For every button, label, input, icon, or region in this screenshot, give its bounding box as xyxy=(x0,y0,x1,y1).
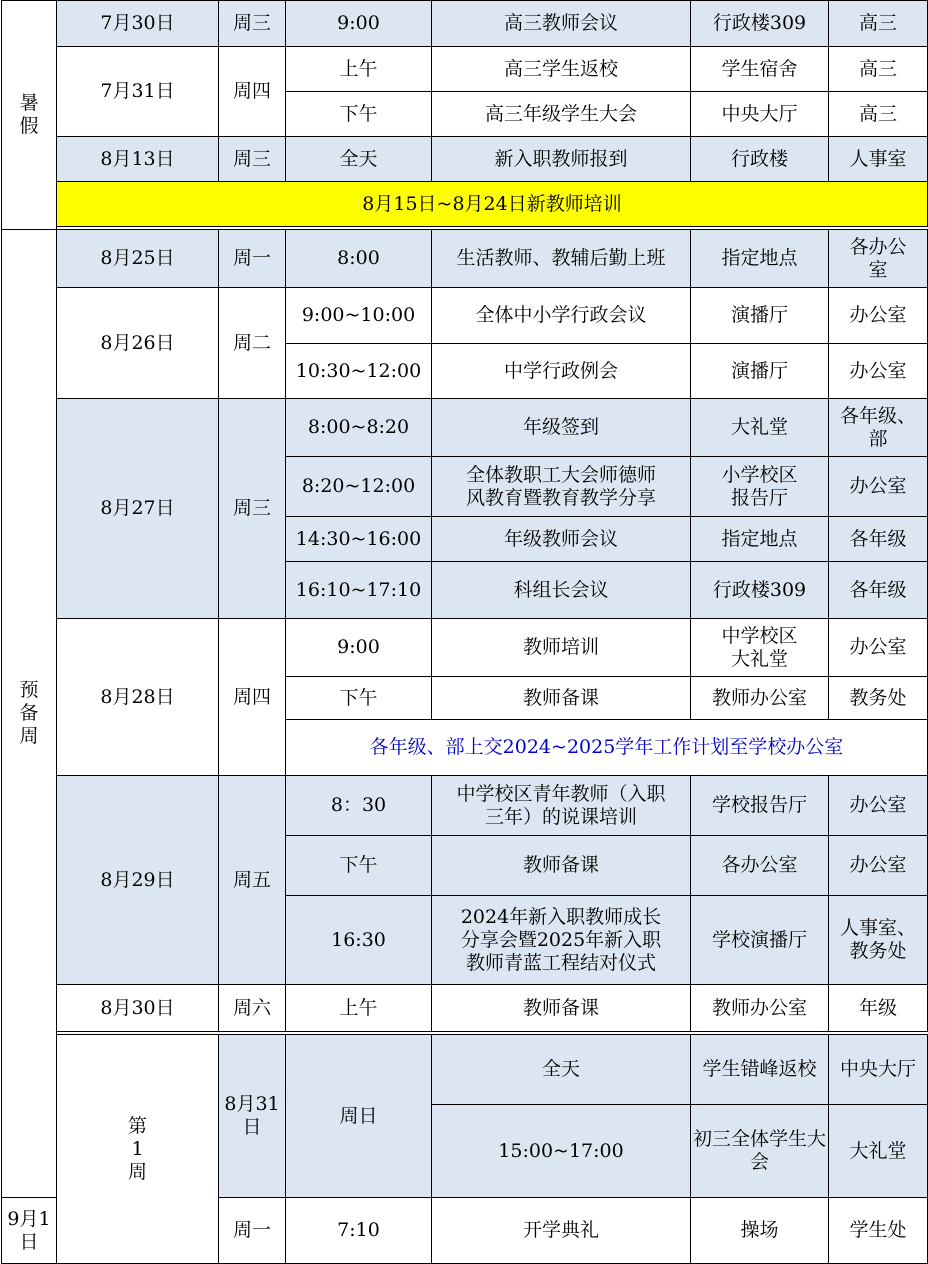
time-cell: 16:10~17:10 xyxy=(286,562,432,619)
dept-cell: 各年级 xyxy=(829,517,928,562)
dept-cell: 办公室 xyxy=(829,836,928,896)
date-cell: 8月25日 xyxy=(57,230,219,288)
weekday-cell: 周三 xyxy=(219,399,286,619)
time-cell: 9:00 xyxy=(286,1,432,47)
place-cell: 学校演播厅 xyxy=(691,896,829,985)
dept-cell: 办公室 xyxy=(829,344,928,399)
time-cell: 15:00~17:00 xyxy=(432,1105,691,1198)
time-cell: 上午 xyxy=(286,47,432,92)
place-cell: 行政楼309 xyxy=(691,562,829,619)
event-cell: 中学行政例会 xyxy=(432,344,691,399)
dept-cell: 办公室 xyxy=(829,619,928,677)
place-cell: 行政楼 xyxy=(691,137,829,182)
training-banner: 8月15日~8月24日新教师培训 xyxy=(57,182,928,227)
event-cell: 生活教师、教辅后勤上班 xyxy=(432,230,691,288)
event-cell: 教师备课 xyxy=(432,836,691,896)
time-cell: 10:30~12:00 xyxy=(286,344,432,399)
date-cell: 7月30日 xyxy=(57,1,219,47)
event-cell: 中学校区青年教师（入职 三年）的说课培训 xyxy=(432,776,691,836)
time-cell: 9:00 xyxy=(286,619,432,677)
date-cell: 8月26日 xyxy=(57,288,219,399)
weekday-cell: 周三 xyxy=(219,1,286,47)
weekday-cell: 周六 xyxy=(219,985,286,1032)
weekday-cell: 周日 xyxy=(286,1035,432,1198)
time-cell: 9:00~10:00 xyxy=(286,288,432,344)
date-cell: 8月27日 xyxy=(57,399,219,619)
event-cell: 新入职教师报到 xyxy=(432,137,691,182)
date-cell: 9月1日 xyxy=(2,1198,57,1264)
dept-cell: 办公室 xyxy=(829,288,928,344)
event-cell: 年级教师会议 xyxy=(432,517,691,562)
date-cell: 8月13日 xyxy=(57,137,219,182)
weekday-cell: 周一 xyxy=(219,230,286,288)
dept-cell: 各办公 室 xyxy=(829,230,928,288)
time-cell: 16:30 xyxy=(286,896,432,985)
segment-label-week1: 第 1 周 xyxy=(57,1035,219,1264)
weekday-cell: 周一 xyxy=(219,1198,286,1264)
dept-cell: 办公室 xyxy=(829,457,928,517)
dept-cell: 办公室 xyxy=(829,776,928,836)
dept-cell: 人事室 xyxy=(829,137,928,182)
time-cell: 下午 xyxy=(286,836,432,896)
event-cell: 高三年级学生大会 xyxy=(432,92,691,137)
time-cell: 下午 xyxy=(286,92,432,137)
schedule-table xyxy=(1,0,928,1264)
place-cell: 中央大厅 xyxy=(829,1035,928,1105)
place-cell: 各办公室 xyxy=(691,836,829,896)
time-cell: 8:00 xyxy=(286,230,432,288)
place-cell: 大礼堂 xyxy=(829,1105,928,1198)
table-row xyxy=(2,619,928,677)
table-row xyxy=(2,399,928,457)
table-row xyxy=(2,288,928,344)
event-cell: 教师备课 xyxy=(432,677,691,720)
place-cell: 演播厅 xyxy=(691,344,829,399)
place-cell: 学生宿舍 xyxy=(691,47,829,92)
date-cell: 8月31日 xyxy=(219,1035,286,1198)
dept-cell: 高三 xyxy=(829,1,928,47)
table-row xyxy=(2,230,928,288)
event-cell: 科组长会议 xyxy=(432,562,691,619)
weekday-cell: 周四 xyxy=(219,47,286,137)
place-cell: 中央大厅 xyxy=(691,92,829,137)
event-cell: 高三学生返校 xyxy=(432,47,691,92)
date-cell: 8月28日 xyxy=(57,619,219,776)
table-row xyxy=(2,776,928,836)
weekday-cell: 周四 xyxy=(219,619,286,776)
dept-cell: 高三 xyxy=(829,92,928,137)
weekday-cell: 周五 xyxy=(219,776,286,985)
event-cell: 2024年新入职教师成长 分享会暨2025年新入职 教师青蓝工程结对仪式 xyxy=(432,896,691,985)
time-cell: 8:20~12:00 xyxy=(286,457,432,517)
place-cell: 大礼堂 xyxy=(691,399,829,457)
place-cell: 学校报告厅 xyxy=(691,776,829,836)
training-banner-row xyxy=(2,182,928,227)
place-cell: 操场 xyxy=(691,1198,829,1264)
place-cell: 演播厅 xyxy=(691,288,829,344)
dept-cell: 各年级、 部 xyxy=(829,399,928,457)
dept-cell: 教务处 xyxy=(829,677,928,720)
time-cell: 8:00~8:20 xyxy=(286,399,432,457)
event-cell: 全体教职工大会师德师 风教育暨教育教学分享 xyxy=(432,457,691,517)
time-cell: 7:10 xyxy=(286,1198,432,1264)
table-row xyxy=(2,137,928,182)
event-cell: 全体中小学行政会议 xyxy=(432,288,691,344)
date-cell: 7月31日 xyxy=(57,47,219,137)
place-cell: 指定地点 xyxy=(691,230,829,288)
date-cell: 8月30日 xyxy=(57,985,219,1032)
segment-label-summer: 暑 假 xyxy=(2,1,57,230)
place-cell: 小学校区 报告厅 xyxy=(691,457,829,517)
event-cell: 教师培训 xyxy=(432,619,691,677)
table-row xyxy=(2,985,928,1032)
event-cell: 教师备课 xyxy=(432,985,691,1032)
time-cell: 8：30 xyxy=(286,776,432,836)
place-cell: 行政楼309 xyxy=(691,1,829,47)
place-cell: 教师办公室 xyxy=(691,985,829,1032)
plan-submission-note: 各年级、部上交2024~2025学年工作计划至学校办公室 xyxy=(286,720,928,776)
event-cell: 初三全体学生大会 xyxy=(691,1105,829,1198)
dept-cell: 学生处 xyxy=(829,1198,928,1264)
weekday-cell: 周三 xyxy=(219,137,286,182)
table-row xyxy=(2,1035,928,1105)
time-cell: 全天 xyxy=(432,1035,691,1105)
event-cell: 高三教师会议 xyxy=(432,1,691,47)
table-row xyxy=(2,47,928,92)
time-cell: 全天 xyxy=(286,137,432,182)
dept-cell: 年级 xyxy=(829,985,928,1032)
time-cell: 下午 xyxy=(286,677,432,720)
place-cell: 中学校区 大礼堂 xyxy=(691,619,829,677)
table-row xyxy=(2,1,928,47)
dept-cell: 高三 xyxy=(829,47,928,92)
time-cell: 14:30~16:00 xyxy=(286,517,432,562)
time-cell: 上午 xyxy=(286,985,432,1032)
place-cell: 教师办公室 xyxy=(691,677,829,720)
event-cell: 学生错峰返校 xyxy=(691,1035,829,1105)
event-cell: 年级签到 xyxy=(432,399,691,457)
dept-cell: 各年级 xyxy=(829,562,928,619)
segment-label-prep: 预 备 周 xyxy=(2,230,57,1198)
date-cell: 8月29日 xyxy=(57,776,219,985)
event-cell: 开学典礼 xyxy=(432,1198,691,1264)
weekday-cell: 周二 xyxy=(219,288,286,399)
place-cell: 指定地点 xyxy=(691,517,829,562)
dept-cell: 人事室、 教务处 xyxy=(829,896,928,985)
